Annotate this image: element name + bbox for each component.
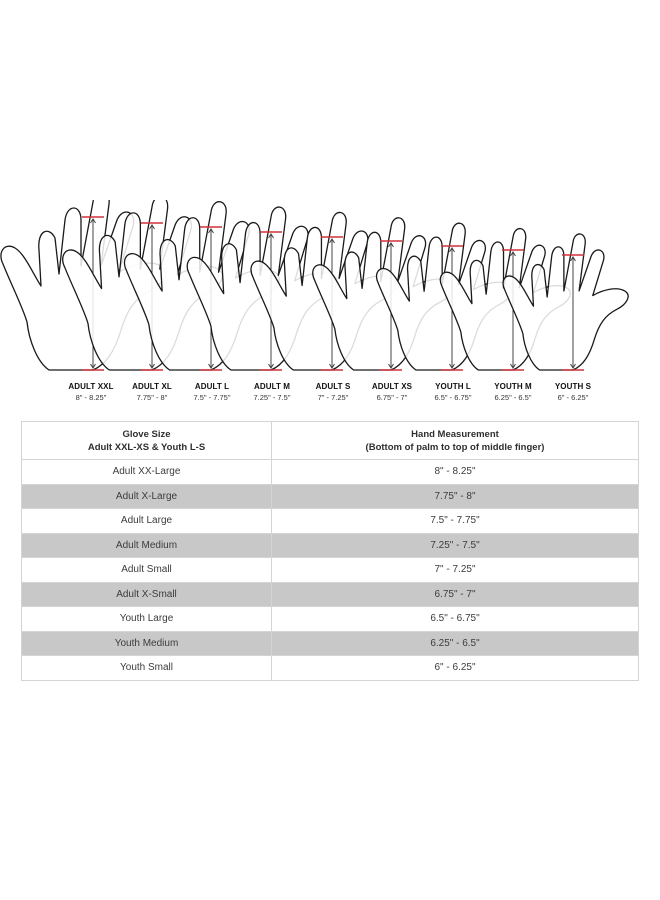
- table-header-row: [22, 422, 639, 460]
- size-range: 7" - 7.25": [317, 393, 349, 402]
- header-glove-size: [22, 422, 272, 460]
- measurement-cell: 7" - 7.25": [272, 558, 639, 583]
- size-name: ADULT XL: [132, 382, 172, 391]
- hand-size-label: [56, 381, 126, 403]
- size-name: ADULT S: [315, 382, 351, 391]
- measurement-cell: 6.5" - 6.75": [272, 607, 639, 632]
- measurement-cell: 7.25" - 7.5": [272, 533, 639, 558]
- header-measure-line1: Hand Measurement: [411, 428, 499, 440]
- size-cell: Youth Medium: [22, 631, 272, 656]
- size-cell: Adult X-Large: [22, 484, 272, 509]
- table-row: [22, 631, 639, 656]
- hands-drawing: [0, 200, 660, 410]
- table-row: [22, 607, 639, 632]
- measurement-cell: 7.5" - 7.75": [272, 509, 639, 534]
- size-name: YOUTH M: [494, 382, 532, 391]
- measurement-cell: 6.25" - 6.5": [272, 631, 639, 656]
- header-measure-line2: (Bottom of palm to top of middle finger): [365, 441, 545, 453]
- table-row: [22, 484, 639, 509]
- size-cell: Adult Medium: [22, 533, 272, 558]
- size-cell: Youth Small: [22, 656, 272, 681]
- measurement-cell: 7.75" - 8": [272, 484, 639, 509]
- measurement-cell: 6.75" - 7": [272, 582, 639, 607]
- size-range: 6.5" - 6.75": [434, 393, 472, 402]
- size-range: 6.25" - 6.5": [494, 393, 532, 402]
- size-cell: Adult X-Small: [22, 582, 272, 607]
- header-size-line1: Glove Size: [122, 428, 171, 440]
- header-size-line2: Adult XXL-XS & Youth L-S: [87, 441, 206, 453]
- size-cell: Youth Large: [22, 607, 272, 632]
- table-row: [22, 533, 639, 558]
- size-cell: Adult Large: [22, 509, 272, 534]
- size-cell: Adult XX-Large: [22, 460, 272, 485]
- size-name: YOUTH S: [554, 382, 592, 391]
- hand-size-label: [538, 381, 608, 403]
- table-row: [22, 582, 639, 607]
- table-row: [22, 656, 639, 681]
- hand-size-label: [237, 381, 307, 403]
- size-name: YOUTH L: [435, 382, 471, 391]
- size-name: ADULT XXL: [68, 382, 114, 391]
- hand-size-illustration: [0, 200, 660, 410]
- size-range: 7.75" - 8": [136, 393, 168, 402]
- table-row: [22, 558, 639, 583]
- size-range: 8" - 8.25": [75, 393, 107, 402]
- measurement-cell: 6" - 6.25": [272, 656, 639, 681]
- size-range: 7.5" - 7.75": [193, 393, 231, 402]
- table-row: [22, 460, 639, 485]
- table-row: [22, 509, 639, 534]
- size-cell: Adult Small: [22, 558, 272, 583]
- size-name: ADULT M: [253, 382, 291, 391]
- size-range: 7.25" - 7.5": [253, 393, 291, 402]
- measurement-cell: 8" - 8.25": [272, 460, 639, 485]
- header-hand-measurement: [272, 422, 639, 460]
- size-name: ADULT L: [194, 382, 230, 391]
- size-range: 6" - 6.25": [557, 393, 589, 402]
- glove-size-table: [21, 421, 639, 681]
- hand-size-label: [357, 381, 427, 403]
- size-range: 6.75" - 7": [376, 393, 408, 402]
- size-name: ADULT XS: [371, 382, 413, 391]
